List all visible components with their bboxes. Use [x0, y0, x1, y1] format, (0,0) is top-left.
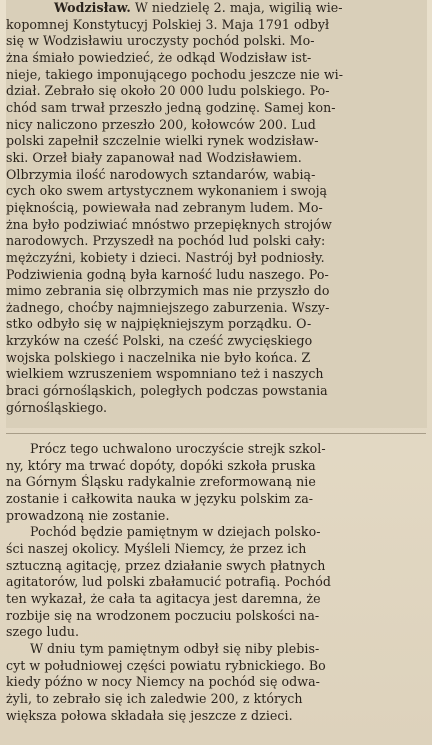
- paragraph-school-strike: [6, 441, 427, 524]
- continuation-line: zostanie i całkowita nauka w języku polskim za-: [6, 490, 314, 506]
- article-line: pięknością, powiewała nad zebranym ludem. Mo-: [6, 199, 323, 215]
- continuation-line: większa połowa składała się jeszcze z dzieci.: [6, 707, 293, 723]
- article-line: krzyków na cześć Polski, na cześć zwycięskiego: [6, 333, 313, 349]
- continuation-line: ści naszej okolicy. Myśleli Niemcy, że przez ich: [6, 540, 307, 556]
- article-line-1: [6, 0, 424, 17]
- article-line: się w Wodzisławiu uroczysty pochód polski. Mo-: [6, 33, 315, 49]
- continuation-line: W dniu tym pamiętnym odbył się niby plebis-: [30, 640, 320, 656]
- article-line: braci górnośląskich, poległych podczas powstania: [6, 383, 328, 399]
- article-line: chód sam trwał przeszło jedną godzinę. Samej kon-: [6, 99, 336, 115]
- article-wodzislaw: [6, 0, 427, 428]
- article-line: wojska polskiego i naczelnika nie było końca. Z: [6, 349, 311, 365]
- continuation-line: ny, który ma trwać dopóty, dopóki szkoła pruska: [6, 457, 316, 473]
- article-line: nieje, takiego imponującego pochodu jeszcze nie wi-: [6, 66, 344, 82]
- article-line: żadnego, choćby najmniejszego zaburzenia. Wszy-: [6, 299, 330, 315]
- continuation-line: sztuczną agitację, przez działanie swych płatnych: [6, 557, 326, 573]
- article-line: mimo zebrania się olbrzymich mas nie przyszło do: [6, 283, 330, 299]
- paragraph-march-memory: [6, 524, 427, 641]
- article-line: ski. Orzeł biały zapanował nad Wodzisławiem.: [6, 149, 302, 165]
- article-line: dział. Zebrało się około 20 000 ludu polskiego. Po-: [6, 83, 330, 99]
- article-line: Olbrzymia ilość narodowych sztandarów, wabią-: [6, 166, 316, 182]
- article-line: kopomnej Konstytucyj Polskiej 3. Maja 1791 odbył: [6, 16, 330, 32]
- article-line: żna było podziwiać mnóstwo przepięknych strojów: [6, 216, 332, 232]
- article-line: polski zapełnił szczelnie wielki rynek wodzisław-: [6, 133, 319, 149]
- continuation-line: na Górnym Śląsku radykalnie zreformowaną nie: [6, 474, 316, 490]
- article-body: [6, 0, 427, 416]
- article-line: Podziwienia godną była karność ludu naszego. Po-: [6, 266, 329, 282]
- article-line: wielkiem wzruszeniem wspomniano też i naszych: [6, 366, 324, 382]
- continuation-line: Pochód będzie pamiętnym w dziejach polsko-: [30, 524, 321, 540]
- article-continuation: [6, 441, 427, 724]
- continuation-line: rozbije się na wrodzonem poczuciu polskości na-: [6, 607, 320, 623]
- continuation-line: agitatorów, lud polski zbałamucić potrafią. Pochód: [6, 574, 331, 590]
- article-line: górnośląskiego.: [6, 399, 108, 415]
- article-line: mężczyźni, kobiety i dzieci. Nastrój był podniosły.: [6, 249, 325, 265]
- article-line: stko odbyło się w najpiękniejszym porządku. O-: [6, 316, 312, 332]
- article-line: narodowych. Przyszedł na pochód lud polski cały:: [6, 233, 326, 249]
- continuation-line: prowadzoną nie zostanie.: [6, 507, 170, 523]
- continuation-line: cyt w południowej części powiatu rybnickiego. Bo: [6, 657, 326, 673]
- continuation-line: żyli, to zebrało się ich zaledwie 200, z których: [6, 690, 303, 706]
- continuation-line: Prócz tego uchwalono uroczyście strejk szkol-: [30, 441, 326, 456]
- continuation-line: szego ludu.: [6, 624, 80, 640]
- article-line: cych oko swem artystycznem wykonaniem i swoją: [6, 183, 328, 199]
- section-divider: [6, 433, 426, 434]
- article-line: nicy naliczono przeszło 200, kołowców 200. Lud: [6, 116, 316, 132]
- continuation-line: kiedy późno w nocy Niemcy na pochód się odwa-: [6, 674, 320, 690]
- article-line-1-rest: W niedzielę 2. maja, wigilią wie-: [130, 0, 343, 15]
- paragraph-plebiscite: [6, 641, 427, 724]
- article-line: żna śmiało powiedzieć, że odkąd Wodzisław ist-: [6, 49, 312, 65]
- article-title: Wodzisław.: [54, 0, 131, 15]
- continuation-line: ten wykazał, że cała ta agitacya jest daremna, że: [6, 590, 321, 606]
